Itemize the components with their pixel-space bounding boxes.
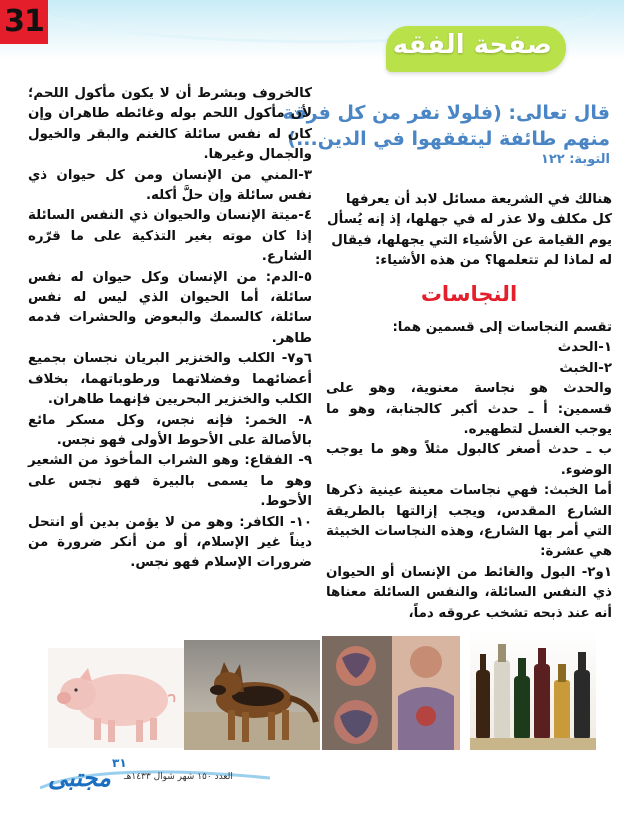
verse-line-2: منهم طائفة ليتفقهوا في الدين...)	[287, 128, 610, 150]
logo-number: ٣١	[112, 756, 127, 770]
paragraph: ١٠- الكافر: وهو من لا يؤمن بدين أو انتحل ديناً غير الإسلام، أو من أنكر ضرورة من ضرورات الإسلام فهو نجس.	[28, 514, 312, 571]
paragraph: ٨- الخمر: فإنه نجس، وكل مسكر مائع بالأصالة على الأحوط الأولى فهو نجس.	[28, 412, 312, 448]
page-number: 31	[0, 0, 48, 44]
bottles-photo	[470, 630, 596, 750]
paragraph: تقسم النجاسات إلى قسمين هما:	[392, 320, 612, 335]
paragraph: كالخروف وبشرط أن لا يكون مأكول اللحم؛ لأن مأكول اللحم بوله وغائطه طاهران وإن كان له نفس سائلة كالغنم والبقر والخيول والجمال وغيرها.	[28, 86, 312, 163]
intro-line: له لماذا لم تتعلمها؟ من هذه الأشياء:	[375, 253, 612, 269]
paragraph: والحدث هو نجاسة معنوية، وهو على قسمين: أ ـ حدث أكبر كالجنابة، وهو ما يوجب الغسل لتطهيره.	[326, 381, 612, 438]
paragraph: ٢-الخبث	[559, 360, 612, 376]
paragraph: ٣-المني من الإنسان ومن كل حيوان ذي نفس سائلة وإن حلَّ أكله.	[28, 167, 312, 204]
verse-line-1: قال تعالى: (فلولا نفر من كل فرقة	[282, 102, 610, 124]
tattoo-photo	[322, 636, 460, 750]
paragraph: أما الخبث: فهي نجاسات معينة عينية ذكرها الشارع المقدس، ويجب إزالتها بالطريقة التي أمر بها الشارع، وهذه النجاسات الخبيثة هي عشرة:	[326, 483, 612, 560]
paragraph: ٩- الفقاع: وهو الشراب المأخوذ من الشعير وهو ما يسمى بالبيرة فهو نجس على الأحوط.	[28, 453, 312, 510]
issue-info: العدد ١٥٠ شهر شوال ١٤٣٣هـ	[124, 772, 233, 782]
section-tab	[386, 26, 566, 72]
paragraph: ٦و٧- الكلب والخنزير البريان نجسان بجميع أعضائهما وفضلاتهما ورطوباتهما، بخلاف الكلب والخنزير البحريين فإنهما طاهران.	[28, 351, 312, 408]
quran-verse	[282, 100, 610, 168]
pig-photo	[48, 648, 184, 748]
left-column-body	[28, 84, 312, 574]
verse-reference: التوبة: ١٢٢	[540, 152, 610, 167]
right-column-body	[326, 318, 612, 624]
paragraph: ب ـ حدث أصغر كالبول مثلاً وهو ما يوجب الوضوء.	[326, 442, 612, 478]
section-title: صفحة الفقه	[392, 30, 552, 60]
intro-line: هنالك في الشريعة مسائل لابد أن يعرفها	[345, 192, 612, 207]
paragraph: ١-الحدث	[557, 340, 612, 356]
intro-line: يوم القيامة عن الأشياء التي يجهلها، فيقال	[331, 232, 612, 248]
logo-text: مجتبى	[48, 764, 111, 792]
intro-paragraph	[326, 190, 612, 272]
dog-photo	[184, 640, 320, 750]
paragraph: ١و٢- البول والغائط من الإنسان أو الحيوان ذي النفس السائلة، والنفس السائلة معناها أنه عند ذبحه تشخب عروقه دماً،	[326, 564, 612, 621]
image-strip	[30, 630, 596, 750]
paragraph: ٥-الدم: من الإنسان وكل حيوان له نفس سائلة، أما الحيوان الذي ليس له نفس سائلة، كالسمك والبعوض والحشرات فدمه طاهر.	[28, 269, 312, 346]
paragraph: ٤-ميتة الإنسان والحيوان ذي النفس السائلة إذا كان موته بغير التذكية على ما قرّره الشارع.	[28, 208, 312, 265]
section-heading: النجاسات	[420, 282, 518, 306]
intro-line: كل مكلف ولا عذر له في جهلها، إذ إنه يُسأل	[327, 212, 612, 228]
